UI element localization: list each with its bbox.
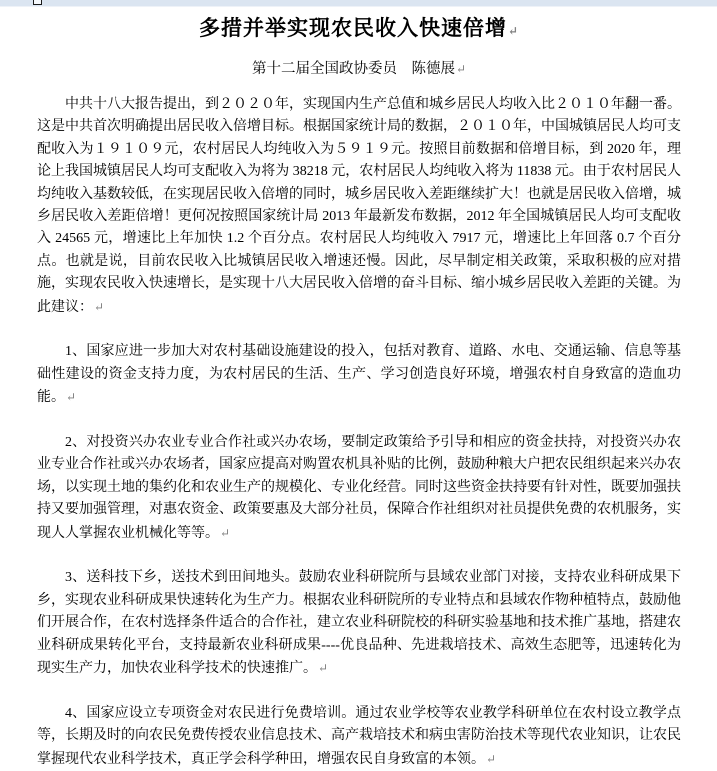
- paragraph-item-1: [37, 341, 681, 409]
- document-body: [37, 94, 681, 771]
- paragraph-mark-icon: ↵: [318, 661, 329, 676]
- document-byline: [37, 59, 681, 79]
- paragraph-mark-icon: ↵: [486, 751, 497, 766]
- paragraph-text: 3、送科技下乡，送技术到田间地头。鼓励农业科研院所与县域农业部门对接，支持农业科研成果下乡，实现农业科研成果快速转化为生产力。根据农业科研院所的专业特点和县域农作物种植特点，鼓励他们开展合作，在农村选择条件适合的合作社，建立农业科研院校的科研实验基地和技术推广基地，搭建农业科研成果转化平台，支持最新农业科研成果----优良品种、先进栽培技术、高效生态肥等，迅速转化为现实生产力，加快农业科学技术的快速推广。: [37, 570, 681, 677]
- paragraph-mark-icon: ↵: [507, 24, 520, 38]
- toolbar-fragment-icon[interactable]: [33, 0, 42, 5]
- paragraph-text: 4、国家应设立专项资金对农民进行免费培训。通过农业学校等农业教学科研单位在农村设立教学点等，长期及时的向农民免费传授农业信息技术、高产栽培技术和病虫害防治技术等现代农业知识，让农民掌握现代农业科学技术，真正学会科学种田，增强农民自身致富的本领。: [37, 705, 681, 767]
- paragraph-mark-icon: ↵: [455, 62, 467, 76]
- byline-text: 第十二届全国政协委员 陈德展: [251, 61, 455, 77]
- document-title: [37, 13, 681, 46]
- paragraph-text: 中共十八大报告提出，到２０２０年，实现国内生产总值和城乡居民人均收入比２０１０年翻一番。这是中共首次明确提出居民收入倍增目标。根据国家统计局的数据，２０１０年，中国城镇居民人均可支配收入为１９１０９元，农村居民人均纯收入为５９１９元。按照目前数据和倍增目标，到 2020 年，理论上我国城镇居民人均可支配收入为将为 38218 元，农村居民人均纯收入将为 11838 元。由于农村居民人均纯收入基数较低，在实现居民收入倍增的同时，城乡居民收入差距继续扩大！也就是居民收入倍增，城乡居民收入差距倍增！更何况按照国家统计局 2013 年最新发布数据，2012 年全国城镇居民人均可支配收入 24565 元，增速比上年加快 1.2 个百分点。农村居民人均纯收入 7917 元，增速比上年回落 0.7 个百分点。也就是说，目前农民收入比城镇居民收入增速还慢。因此，尽早制定相关政策，采取积极的应对措施，实现农民收入快速增长，是实现十八大居民收入倍增的奋斗目标、缩小城乡居民收入差距的关键。为此建议：: [37, 97, 681, 315]
- paragraph-item-4: [37, 703, 681, 771]
- paragraph-item-3: [37, 567, 681, 680]
- paragraph-item-2: [37, 432, 681, 545]
- paragraph-text: 2、对投资兴办农业专业合作社或兴办农场，要制定政策给予引导和相应的资金扶持，对投资兴办农业专业合作社或兴办农场者，国家应提高对购置农机具补贴的比例，鼓励种粮大户把农民组织起来兴办农场，以实现土地的集约化和农业生产的规模化、专业化经营。同时这些资金扶持要有针对性，既要加强扶持又要加强管理，对惠农资金、政策要惠及大部分社员，保障合作社组织对社员提供免费的农机服务，实现人人掌握农业机械化等等。: [37, 435, 681, 541]
- paragraph-mark-icon: ↵: [66, 390, 77, 405]
- paragraph-mark-icon: ↵: [94, 299, 105, 314]
- document-title-text: 多措并举实现农民收入快速倍增: [198, 16, 507, 40]
- paragraph-intro: [37, 94, 681, 319]
- document-page[interactable]: [0, 7, 717, 767]
- paragraph-mark-icon: ↵: [220, 525, 231, 540]
- paragraph-text: 1、国家应进一步加大对农村基础设施建设的投入，包括对教育、道路、水电、交通运输、信息等基础性建设的资金支持力度，为农村居民的生活、生产、学习创造良好环境，增强农村自身致富的造血功能。: [37, 344, 681, 406]
- toolbar-edge-strip: [0, 0, 717, 7]
